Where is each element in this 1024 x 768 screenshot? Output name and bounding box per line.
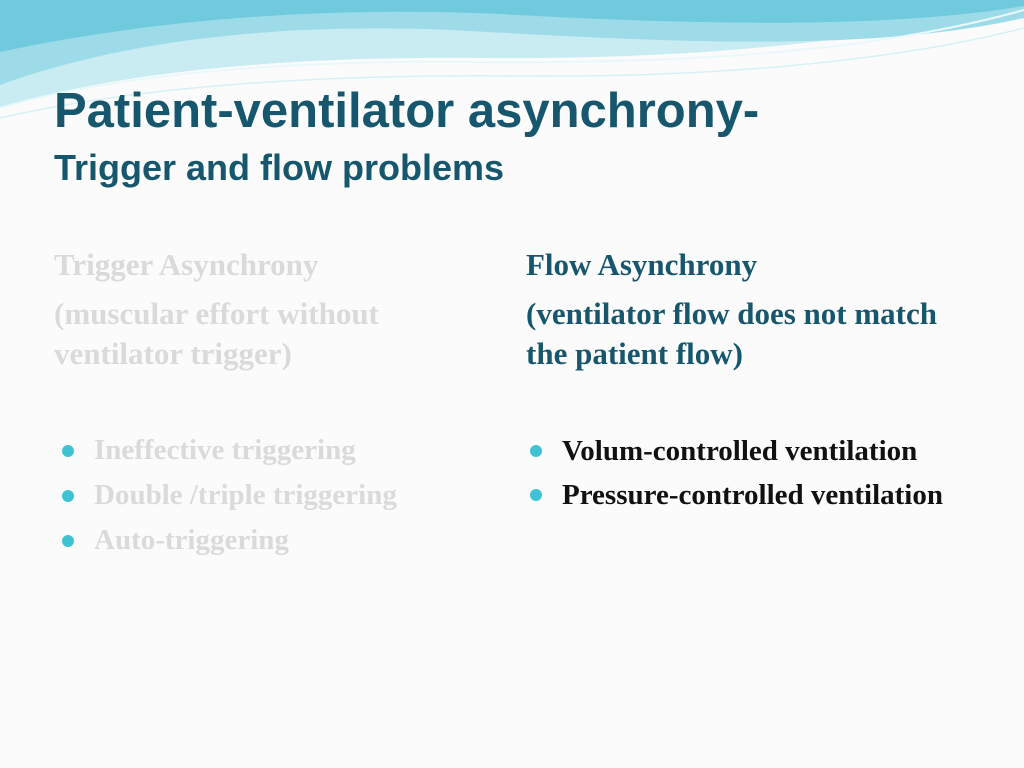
list-item-label: Auto-triggering <box>94 524 289 556</box>
list-item-label: Ineffective triggering <box>94 434 356 466</box>
flow-asynchrony-column <box>526 246 966 374</box>
list-item-label: Volum-controlled ventilation <box>562 435 918 467</box>
trigger-asynchrony-heading: Trigger Asynchrony <box>54 247 319 282</box>
flow-asynchrony-list <box>530 432 970 520</box>
slide-title-block <box>54 82 994 190</box>
slide-subtitle: Trigger and flow problems <box>54 147 505 188</box>
list-item <box>530 476 970 514</box>
flow-asynchrony-description: (ventilator flow does not match the patient flow) <box>526 296 937 371</box>
list-item <box>62 522 492 558</box>
list-item-label: Pressure-controlled ventilation <box>562 479 943 511</box>
bullet-dot-icon <box>530 445 542 457</box>
bullet-dot-icon <box>62 535 74 547</box>
bullet-dot-icon <box>530 489 542 501</box>
trigger-asynchrony-description: (muscular effort without ventilator trigger) <box>54 296 379 371</box>
trigger-asynchrony-list <box>62 432 492 567</box>
slide-title: Patient-ventilator asynchrony- <box>54 84 760 138</box>
bullet-dot-icon <box>62 445 74 457</box>
trigger-asynchrony-column <box>54 246 494 374</box>
flow-asynchrony-heading: Flow Asynchrony <box>526 247 758 282</box>
bullet-dot-icon <box>62 490 74 502</box>
list-item <box>62 432 492 468</box>
list-item <box>530 432 970 470</box>
list-item <box>62 477 492 513</box>
list-item-label: Double /triple triggering <box>94 479 397 511</box>
